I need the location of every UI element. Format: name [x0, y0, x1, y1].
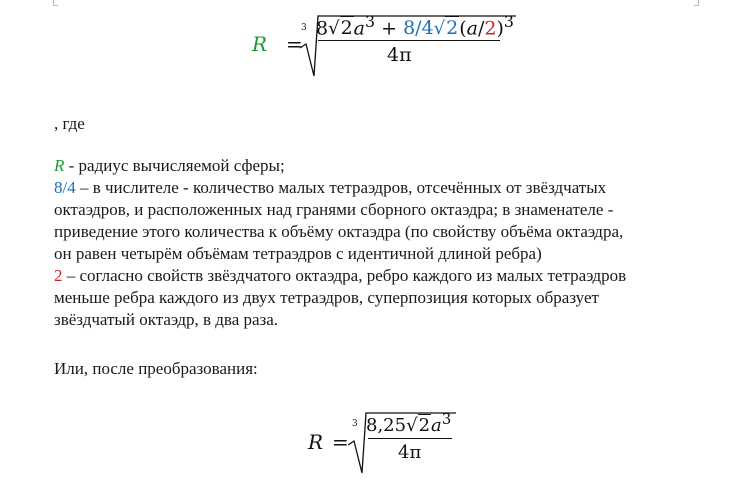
formula-2-numerator: [366, 410, 451, 436]
formula-1-lhs: R: [252, 32, 268, 56]
formula-2-coef: 8,25: [366, 415, 407, 436]
definitions-list: [54, 155, 700, 331]
after-transform-text: Или, после преобразования:: [54, 359, 258, 378]
definition-8-4-line-3: приведение этого количества к объёму октаэдра (по свойству объёма октаэдра,: [54, 222, 624, 241]
formula-1-paren-close: ): [496, 17, 504, 40]
formula-1-coef: 8: [316, 17, 329, 40]
formula-1-paren-open: (: [459, 17, 467, 40]
formula-1-red-two: 2: [484, 17, 497, 40]
definition-8-4-line-1: 8/4 – в числителе - количество малых тетраэдров, отсечённых от звёздчатых: [54, 178, 607, 197]
definition-8-4-line-4: он равен четырём объёмам тетраэдров с идентичной длиной ребра): [54, 244, 542, 263]
definition-2-line-1: 2 – согласно свойств звёздчатого октаэдра, ребро каждого из малых тетраэдров: [54, 266, 627, 285]
definition-2-line-2: меньше ребра каждого из двух тетраэдров, суперпозиция которых образует: [54, 288, 599, 307]
formula-1-a2: a: [466, 17, 478, 40]
where-text: , где: [54, 114, 85, 133]
formula-1-exp2: 3: [503, 12, 514, 31]
margin-mark-right: [694, 0, 699, 6]
definition-2-line-3: звёздчатый октаэдр, в два раза.: [54, 310, 279, 329]
formula-2-exp: 3: [441, 410, 452, 428]
margin-mark-left: [53, 0, 58, 6]
definition-8-4-line-2: октаэдров, и расположенных над гранями сборного октаэдра; в знаменателе -: [54, 200, 614, 219]
formula-2-root-index: 3: [352, 419, 358, 429]
definition-r: R - радиус вычисляемой сферы;: [54, 156, 285, 175]
formula-2-denominator: 4π: [398, 442, 422, 463]
formula-1: [252, 4, 512, 78]
formula-2-lhs: R: [308, 430, 324, 454]
formula-2: [308, 407, 468, 475]
formula-1-fraction-bar: [318, 40, 500, 41]
formula-1-a: a: [353, 17, 365, 40]
formula-2-equals: =: [332, 430, 349, 454]
formula-1-equals: =: [286, 32, 303, 56]
formula-2-a: a: [431, 415, 442, 436]
formula-1-slash: /: [478, 17, 485, 40]
formula-1-sqrt: √2: [328, 17, 353, 40]
formula-1-root-index: 3: [301, 23, 307, 33]
formula-1-blue-term: 8/4√2: [403, 17, 459, 40]
formula-1-exp: 3: [365, 12, 376, 31]
formula-1-numerator: [316, 12, 514, 39]
formula-1-plus: +: [381, 17, 398, 40]
formula-2-sqrt: √2: [406, 415, 431, 436]
formula-1-denominator: 4π: [387, 44, 412, 66]
formula-2-fraction-bar: [368, 438, 452, 439]
